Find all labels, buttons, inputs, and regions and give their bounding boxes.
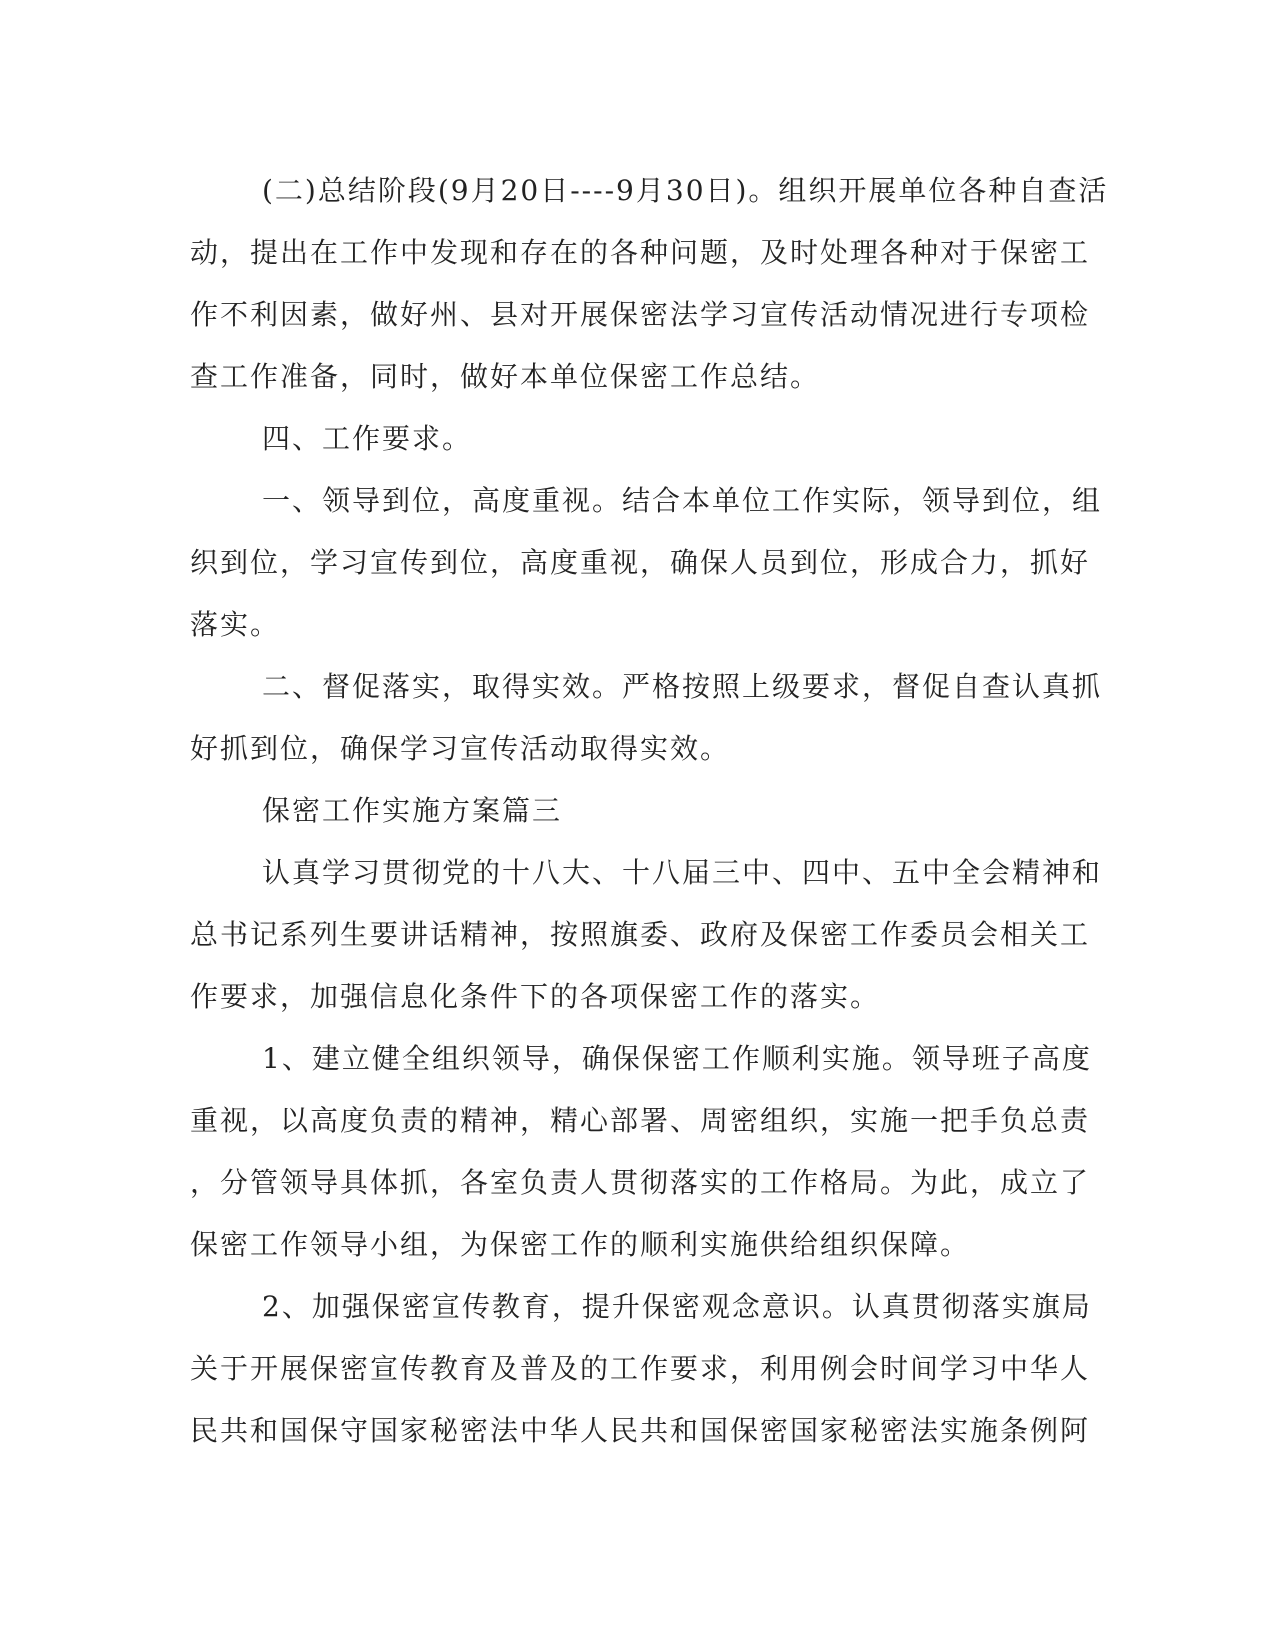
section-heading: 保密工作实施方案篇三 bbox=[262, 794, 563, 827]
text-line: 关于开展保密宣传教育及普及的工作要求，利用例会时间学习中华人 bbox=[190, 1352, 1091, 1385]
text-line: 总书记系列生要讲话精神，按照旗委、政府及保密工作委员会相关工 bbox=[190, 918, 1091, 951]
text-line: 重视，以高度负责的精神，精心部署、周密组织，实施一把手负总责 bbox=[190, 1104, 1091, 1137]
document-body bbox=[190, 160, 1109, 1462]
text-line: 二、督促落实，取得实效。严格按照上级要求，督促自查认真抓 bbox=[262, 670, 1103, 703]
text-line: (二)总结阶段(9月20日----9月30日)。组织开展单位各种自查活 bbox=[262, 174, 1109, 207]
text-line: 一、领导到位，高度重视。结合本单位工作实际，领导到位，组 bbox=[262, 484, 1103, 517]
text-line: 认真学习贯彻党的十八大、十八届三中、四中、五中全会精神和 bbox=[262, 856, 1103, 889]
text-line: 作要求，加强信息化条件下的各项保密工作的落实。 bbox=[190, 980, 881, 1013]
text-line: 2、加强保密宣传教育，提升保密观念意识。认真贯彻落实旗局 bbox=[262, 1290, 1092, 1323]
text-line: 动，提出在工作中发现和存在的各种问题，及时处理各种对于保密工 bbox=[190, 236, 1091, 269]
text-line: 查工作准备，同时，做好本单位保密工作总结。 bbox=[190, 360, 821, 393]
text-line: 落实。 bbox=[190, 608, 281, 641]
text-line: ，分管领导具体抓，各室负责人贯彻落实的工作格局。为此，成立了 bbox=[190, 1166, 1091, 1199]
section-heading: 四、工作要求。 bbox=[262, 422, 473, 455]
text-line: 好抓到位，确保学习宣传活动取得实效。 bbox=[190, 732, 731, 765]
text-line: 织到位，学习宣传到位，高度重视，确保人员到位，形成合力，抓好 bbox=[190, 546, 1091, 579]
text-line: 保密工作领导小组，为保密工作的顺利实施供给组织保障。 bbox=[190, 1228, 971, 1261]
text-line: 民共和国保守国家秘密法中华人民共和国保密国家秘密法实施条例阿 bbox=[190, 1414, 1091, 1447]
text-line: 作不利因素，做好州、县对开展保密法学习宣传活动情况进行专项检 bbox=[190, 298, 1091, 331]
text-line: 1、建立健全组织领导，确保保密工作顺利实施。领导班子高度 bbox=[262, 1042, 1092, 1075]
